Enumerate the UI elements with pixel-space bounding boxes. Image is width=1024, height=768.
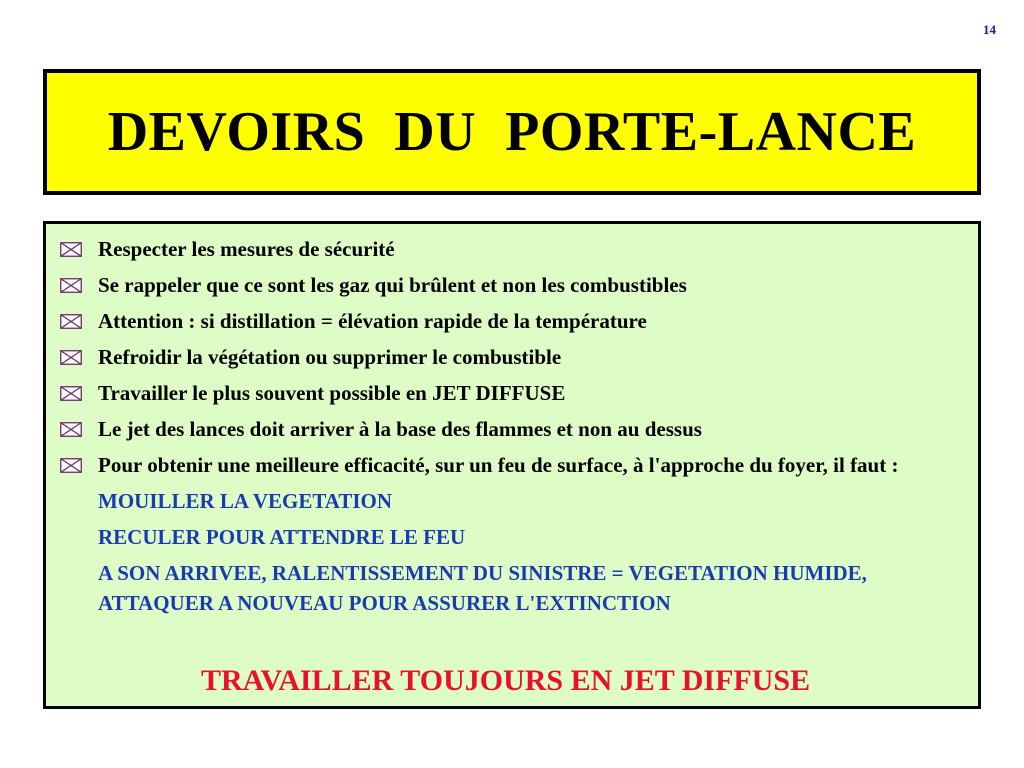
bullet-item	[60, 378, 958, 408]
page-title	[108, 100, 917, 164]
page-number: 14	[983, 22, 996, 37]
envelope-icon	[60, 422, 82, 437]
bullet-text: Attention : si distillation = élévation rapide de la température	[98, 309, 647, 333]
title-box	[43, 69, 981, 195]
bullet-text: Respecter les mesures de sécurité	[98, 237, 395, 261]
sub-list	[98, 486, 958, 618]
bullet-text: Travailler le plus souvent possible en JET DIFFUSE	[98, 381, 566, 405]
bullet-item	[60, 450, 958, 480]
bullet-item	[60, 270, 958, 300]
bullet-text: Se rappeler que ce sont les gaz qui brûlent et non les combustibles	[98, 273, 687, 297]
title-part-1: DEVOIRS DU	[107, 101, 477, 163]
sub-line: A SON ARRIVEE, RALENTISSEMENT DU SINISTRE = VEGETATION HUMIDE, ATTAQUER A NOUVEAU POUR ASSURER L'EXTINCTION	[98, 561, 867, 615]
envelope-icon	[60, 350, 82, 365]
conclusion-text: TRAVAILLER TOUJOURS EN JET DIFFUSE	[201, 664, 811, 697]
title-part-2: PORTE-LANCE	[505, 101, 917, 163]
envelope-icon	[60, 278, 82, 293]
bullet-text: Refroidir la végétation ou supprimer le combustible	[98, 345, 562, 369]
bullet-text: Le jet des lances doit arriver à la base des flammes et non au dessus	[98, 417, 702, 441]
bullet-text: Pour obtenir une meilleure efficacité, sur un feu de surface, à l'approche du foyer, il faut :	[98, 453, 899, 477]
bullet-item	[60, 306, 958, 336]
envelope-icon	[60, 314, 82, 329]
envelope-icon	[60, 386, 82, 401]
content-box	[43, 221, 981, 709]
envelope-icon	[60, 242, 82, 257]
sub-line: RECULER POUR ATTENDRE LE FEU	[98, 525, 466, 549]
bullet-list	[60, 234, 958, 480]
bullet-item	[60, 234, 958, 264]
bullet-item	[60, 414, 958, 444]
bullet-item	[60, 342, 958, 372]
envelope-icon	[60, 458, 82, 473]
sub-line: MOUILLER LA VEGETATION	[98, 489, 393, 513]
